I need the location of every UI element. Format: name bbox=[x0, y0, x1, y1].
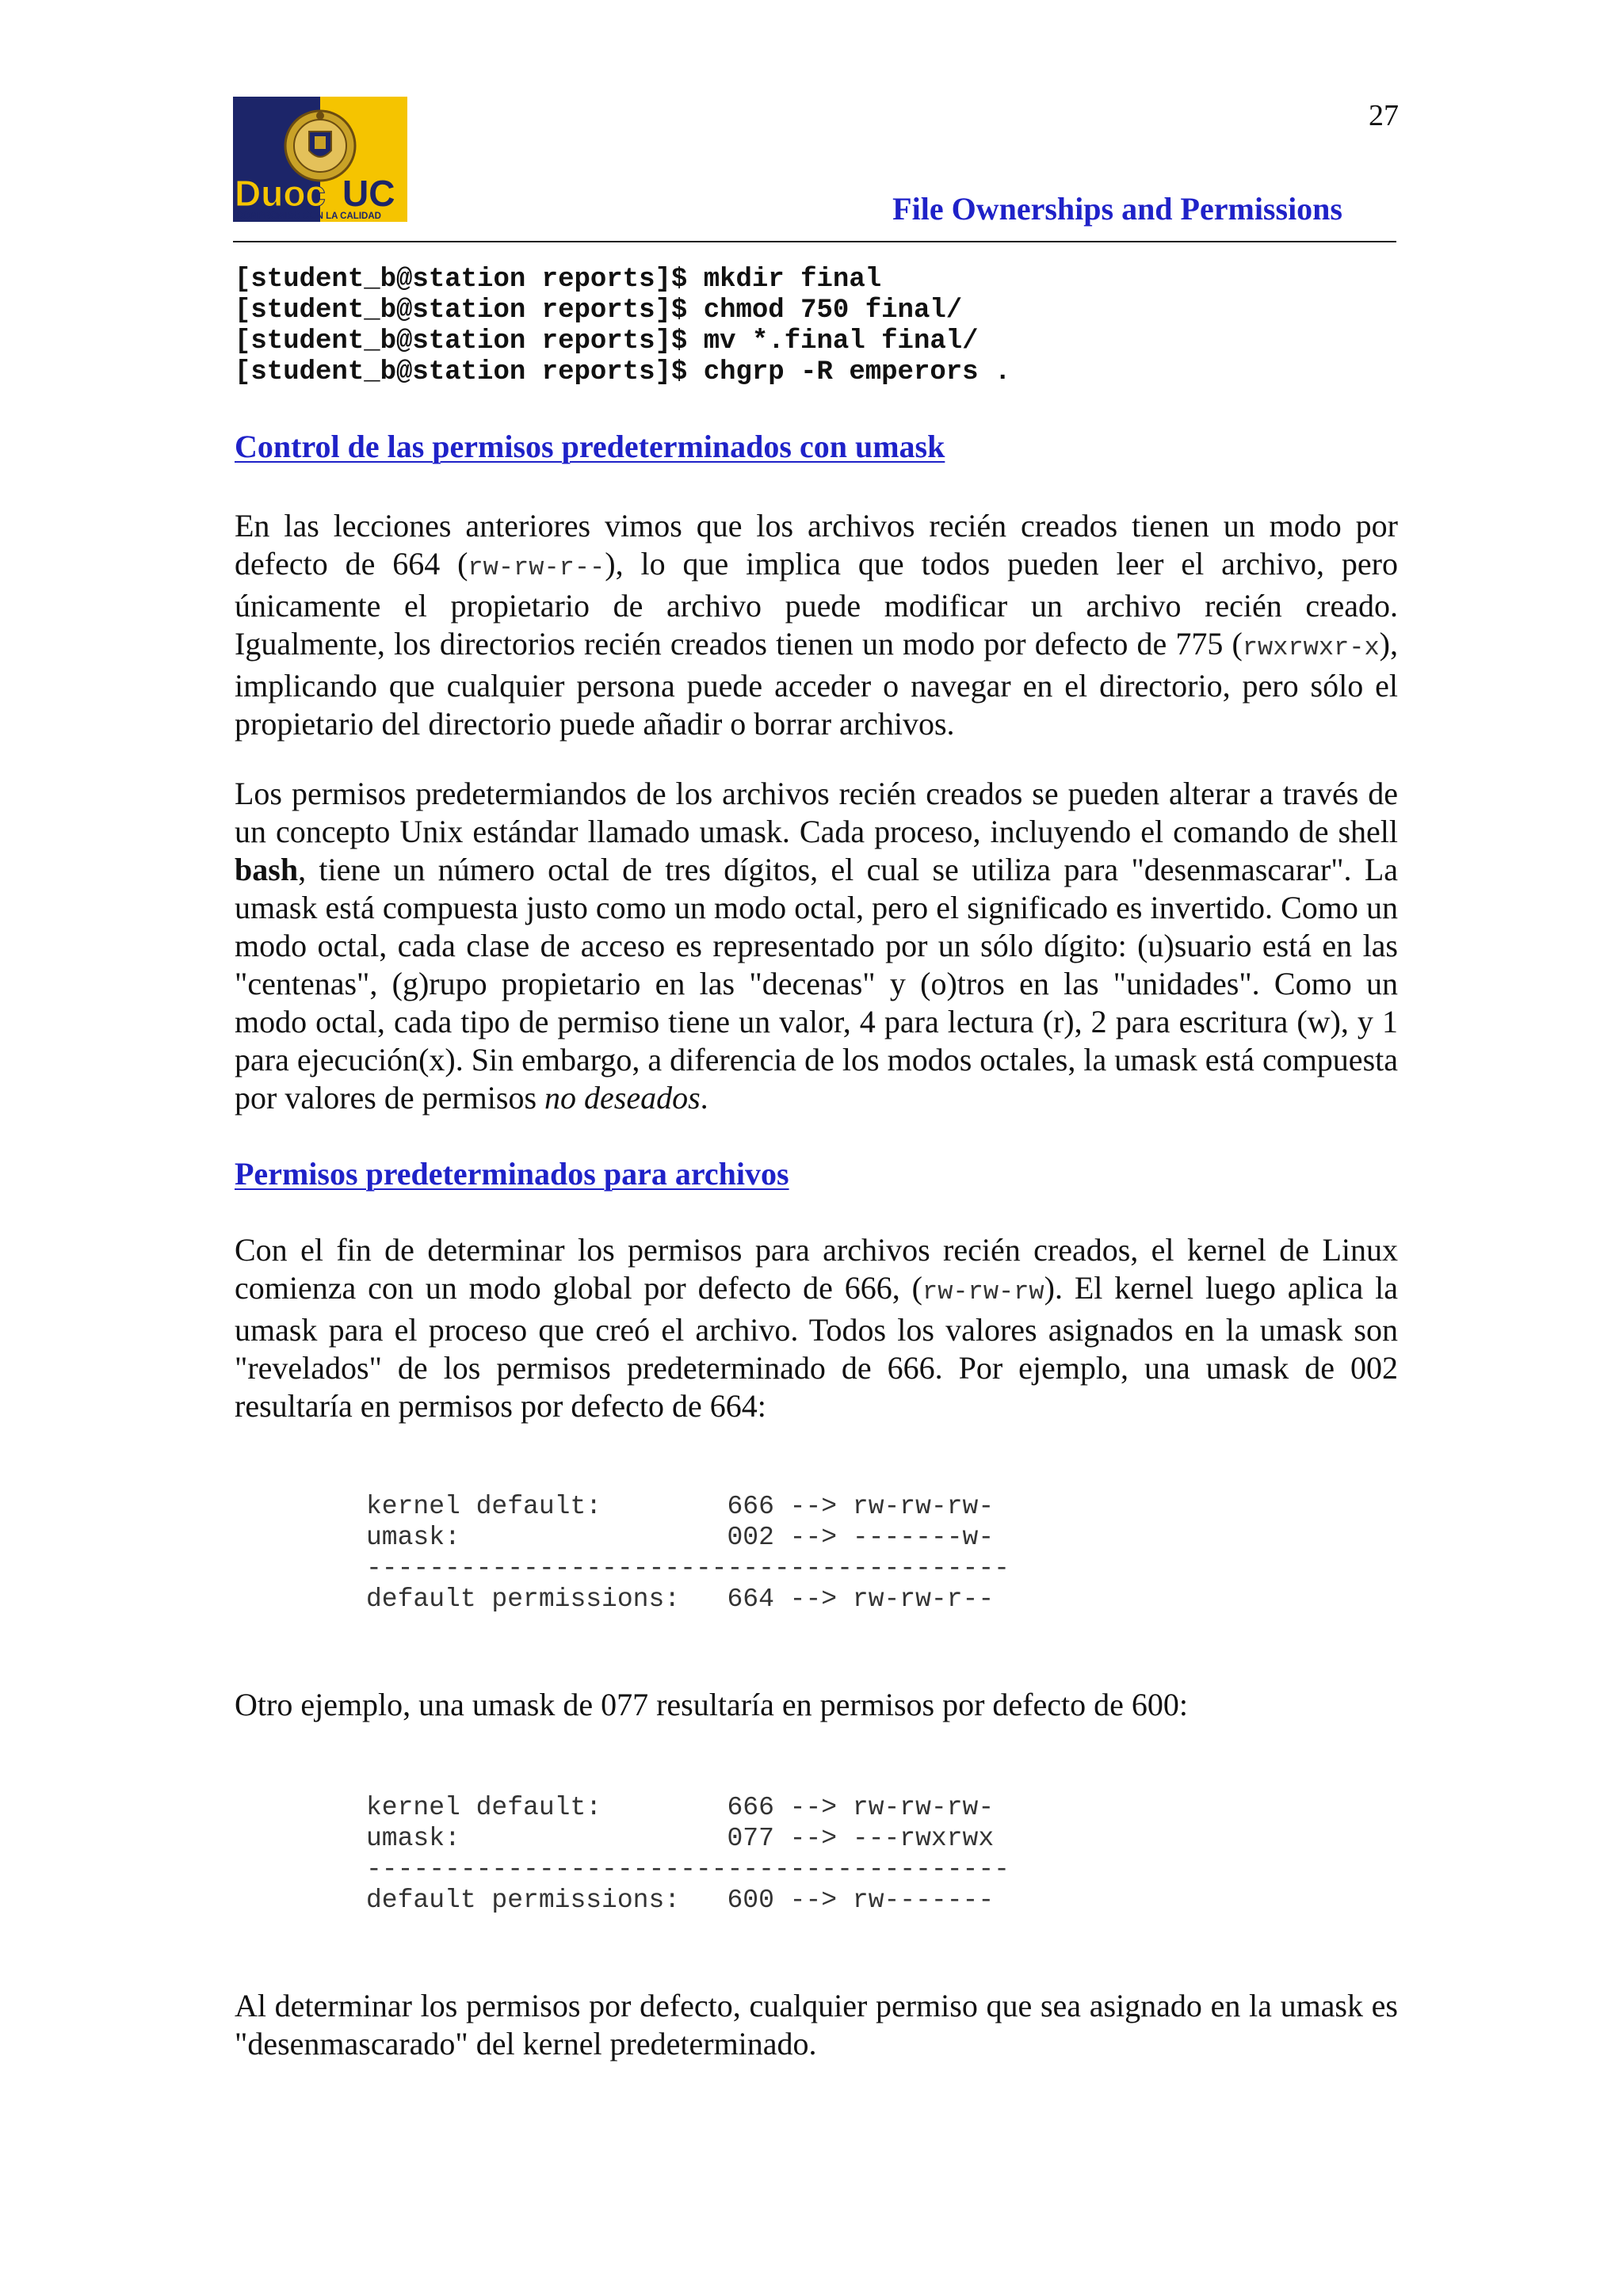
paragraph-default-modes: En las lecciones anteriores vimos que los archivos recién creados tienen un modo por defecto de 664 (rw-rw-r--), lo que implica que todos pueden leer el archivo, pero únicamente el propietario de archivo puede modificar un archivo recién creado. Igualmente, los directorios recién creados tienen un modo por defecto de 775 (rwxrwxr-x), implicando que cualquier persona puede acceder o navegar en el directorio, pero sólo el propietario del directorio puede añadir o borrar archivos. bbox=[235, 508, 1398, 742]
terminal-line: [student_b@station reports]$ mkdir final bbox=[235, 265, 882, 295]
bold-term: bash bbox=[235, 852, 299, 887]
code-line: default permissions: 600 --> rw------- bbox=[366, 1886, 995, 1915]
paragraph-conclusion: Al determinar los permisos por defecto, cualquier permiso que sea asignado en la umask es "desenmascarado" del kernel predeterminado. bbox=[235, 1988, 1398, 2061]
section-heading-file-permissions[interactable]: Permisos predeterminados para archivos bbox=[235, 1156, 789, 1192]
section-heading-umask[interactable]: Control de las permisos predeterminados con umask bbox=[235, 429, 945, 464]
terminal-line: [student_b@station reports]$ chmod 750 final/ bbox=[235, 296, 963, 326]
code-line: ----------------------------------------- bbox=[366, 1554, 1010, 1583]
terminal-line: [student_b@station reports]$ mv *.final final/ bbox=[235, 326, 979, 357]
italic-term: no deseados bbox=[544, 1080, 701, 1116]
inline-code: rw-rw-r-- bbox=[468, 553, 605, 582]
umask-example-table-1 bbox=[366, 1491, 1010, 1615]
code-line: ----------------------------------------- bbox=[366, 1855, 1010, 1884]
inline-code: rwxrwxr-x bbox=[1242, 633, 1380, 662]
running-header-title: File Ownerships and Permissions bbox=[892, 191, 1342, 227]
logo-brand-right: UC bbox=[342, 173, 395, 214]
university-seal-icon bbox=[285, 111, 355, 181]
code-line: default permissions: 664 --> rw-rw-r-- bbox=[366, 1585, 995, 1614]
paragraph-second-example: Otro ejemplo, una umask de 077 resultaría en permisos por defecto de 600: bbox=[235, 1687, 1188, 1722]
logo-brand-left: Duoc bbox=[235, 173, 326, 214]
duoc-uc-logo bbox=[233, 97, 407, 222]
inline-code: rw-rw-rw bbox=[922, 1277, 1044, 1306]
code-line: kernel default: 666 --> rw-rw-rw- bbox=[366, 1793, 995, 1822]
paragraph-umask-explanation: Los permisos predetermiandos de los archivos recién creados se pueden alterar a través de un concepto Unix estándar llamado umask. Cada proceso, incluyendo el comando de shell bash, tiene un número octal de tres dígitos, el cual se utiliza para "desenmascarar". La umask está compuesta justo como un modo octal, pero el significado es invertido. Como un modo octal, cada clase de acceso es representado por un sólo dígito: (u)suario está en las "centenas", (g)rupo propietario en las "decenas" y (o)tros en las "unidades". Como un modo octal, cada tipo de permiso tiene un valor, 4 para lectura (r), 2 para escritura (w), y 1 para ejecución(x). Sin embargo, a diferencia de los modos octales, la umask está compuesta por valores de permisos no deseados. bbox=[235, 776, 1398, 1116]
header-divider bbox=[233, 241, 1396, 242]
umask-example-table-2 bbox=[366, 1792, 1010, 1916]
terminal-commands bbox=[235, 265, 1010, 388]
logo-tagline: COMPROMISO CON LA CALIDAD bbox=[236, 212, 381, 221]
paragraph-kernel-default: Con el fin de determinar los permisos para archivos recién creados, el kernel de Linux comienza con un modo global por defecto de 666, (rw-rw-rw). El kernel luego aplica la umask para el proceso que creó el archivo. Todos los valores asignados en la umask son "revelados" de los permisos predeterminado de 666. Por ejemplo, una umask de 002 resultaría en permisos por defecto de 664: bbox=[235, 1232, 1398, 1424]
page-number: 27 bbox=[1369, 99, 1399, 132]
code-line: umask: 002 --> -------w- bbox=[366, 1523, 995, 1552]
code-line: kernel default: 666 --> rw-rw-rw- bbox=[366, 1492, 995, 1521]
code-line: umask: 077 --> ---rwxrwx bbox=[366, 1824, 995, 1853]
terminal-line: [student_b@station reports]$ chgrp -R emperors . bbox=[235, 357, 1011, 387]
